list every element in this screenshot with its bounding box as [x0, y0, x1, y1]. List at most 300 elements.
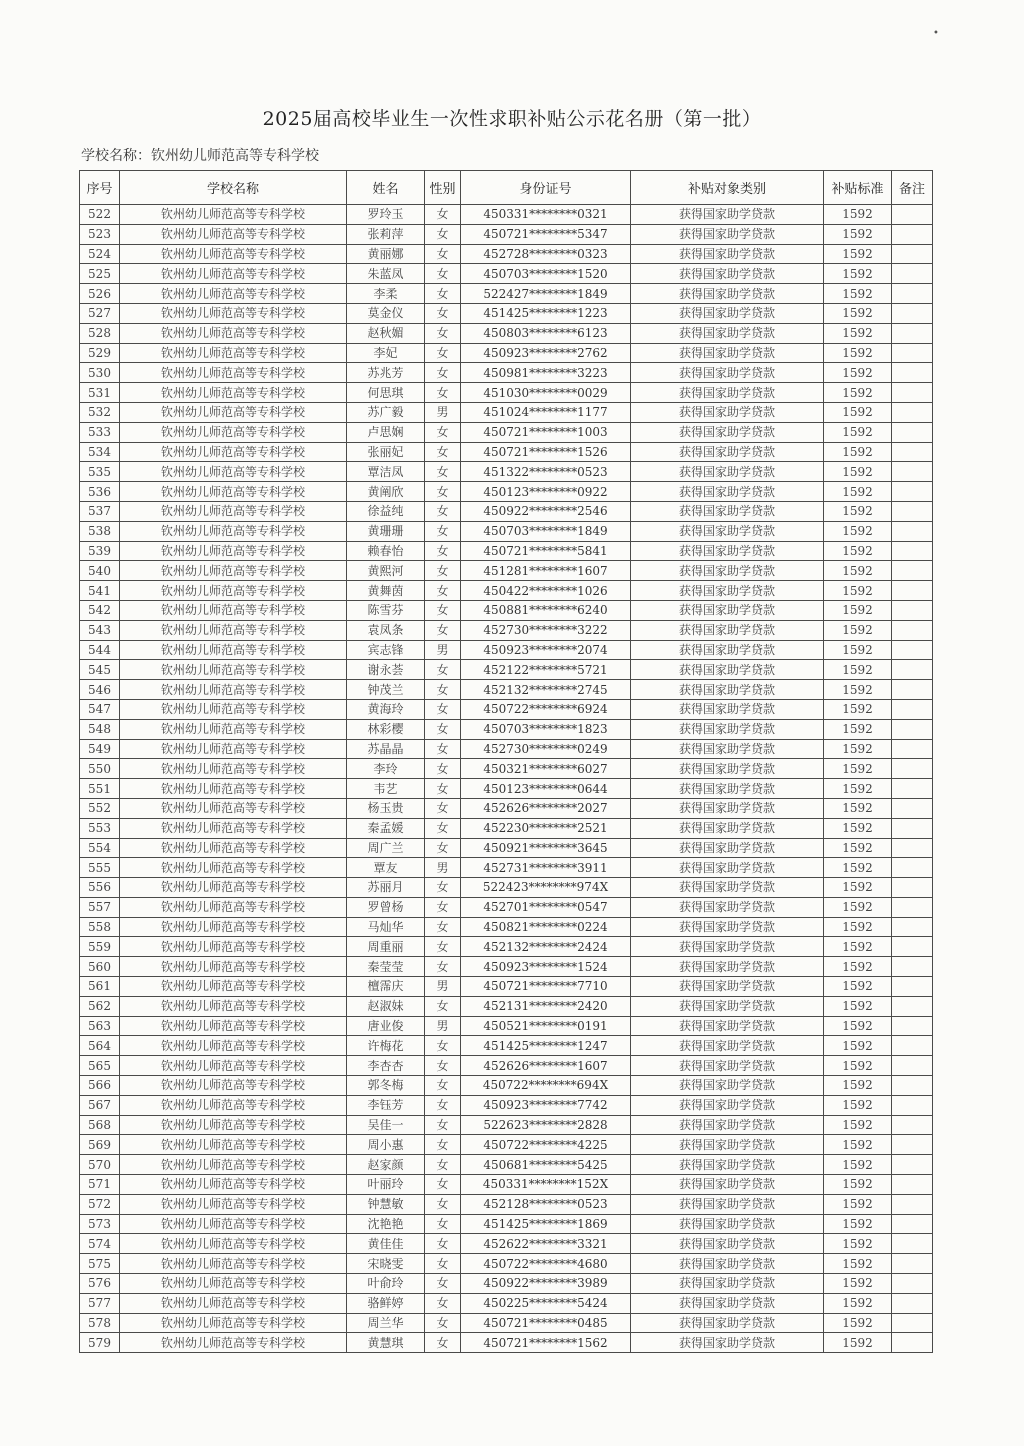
cell-id-number: 452122********5721 [461, 660, 631, 680]
cell-school: 钦州幼儿师范高等专科学校 [120, 937, 347, 957]
cell-remarks [892, 284, 933, 304]
cell-name: 檀霈庆 [347, 977, 425, 997]
cell-subsidy-standard: 1592 [824, 779, 892, 799]
cell-serial: 535 [80, 462, 120, 482]
cell-remarks [892, 1115, 933, 1135]
cell-serial: 549 [80, 739, 120, 759]
cell-remarks [892, 660, 933, 680]
cell-name: 杨玉贵 [347, 798, 425, 818]
cell-gender: 女 [425, 1274, 461, 1294]
cell-name: 苏丽月 [347, 878, 425, 898]
cell-serial: 556 [80, 878, 120, 898]
table-row [80, 581, 933, 601]
cell-subsidy-standard: 1592 [824, 1076, 892, 1096]
cell-remarks [892, 699, 933, 719]
cell-name: 郭冬梅 [347, 1076, 425, 1096]
cell-subsidy-category: 获得国家助学贷款 [631, 284, 824, 304]
table-row [80, 482, 933, 502]
cell-subsidy-standard: 1592 [824, 224, 892, 244]
cell-school: 钦州幼儿师范高等专科学校 [120, 1254, 347, 1274]
cell-id-number: 450722********6924 [461, 699, 631, 719]
cell-name: 黄舞茵 [347, 581, 425, 601]
cell-school: 钦州幼儿师范高等专科学校 [120, 878, 347, 898]
cell-subsidy-standard: 1592 [824, 1194, 892, 1214]
cell-serial: 574 [80, 1234, 120, 1254]
cell-serial: 578 [80, 1313, 120, 1333]
cell-remarks [892, 205, 933, 225]
cell-name: 周小惠 [347, 1135, 425, 1155]
cell-id-number: 451425********1869 [461, 1214, 631, 1234]
cell-gender: 女 [425, 1076, 461, 1096]
cell-subsidy-category: 获得国家助学贷款 [631, 1076, 824, 1096]
cell-gender: 女 [425, 1234, 461, 1254]
cell-serial: 531 [80, 383, 120, 403]
cell-serial: 545 [80, 660, 120, 680]
cell-subsidy-category: 获得国家助学贷款 [631, 1234, 824, 1254]
cell-gender: 男 [425, 640, 461, 660]
cell-id-number: 450923********2762 [461, 343, 631, 363]
cell-name: 赵秋媚 [347, 323, 425, 343]
cell-serial: 561 [80, 977, 120, 997]
cell-subsidy-standard: 1592 [824, 402, 892, 422]
table-row [80, 205, 933, 225]
cell-name: 袁凤条 [347, 620, 425, 640]
scan-speck: • [933, 28, 939, 39]
cell-subsidy-category: 获得国家助学贷款 [631, 1115, 824, 1135]
header-name: 姓名 [347, 171, 425, 205]
cell-subsidy-category: 获得国家助学贷款 [631, 205, 824, 225]
cell-name: 李柔 [347, 284, 425, 304]
cell-remarks [892, 878, 933, 898]
cell-id-number: 450922********2546 [461, 501, 631, 521]
cell-serial: 536 [80, 482, 120, 502]
cell-school: 钦州幼儿师范高等专科学校 [120, 1313, 347, 1333]
cell-name: 钟慧敏 [347, 1194, 425, 1214]
cell-serial: 541 [80, 581, 120, 601]
document-title: 2025届高校毕业生一次性求职补贴公示花名册（第一批） [262, 108, 762, 130]
table-row [80, 561, 933, 581]
cell-subsidy-standard: 1592 [824, 1214, 892, 1234]
cell-remarks [892, 1135, 933, 1155]
cell-name: 黄慧琪 [347, 1333, 425, 1353]
cell-name: 罗曾杨 [347, 897, 425, 917]
cell-name: 唐业俊 [347, 1016, 425, 1036]
cell-subsidy-standard: 1592 [824, 699, 892, 719]
table-row [80, 699, 933, 719]
cell-subsidy-standard: 1592 [824, 680, 892, 700]
header-subsidy-standard: 补贴标准 [824, 171, 892, 205]
cell-subsidy-standard: 1592 [824, 1135, 892, 1155]
cell-id-number: 450703********1520 [461, 264, 631, 284]
cell-gender: 女 [425, 838, 461, 858]
cell-school: 钦州幼儿师范高等专科学校 [120, 581, 347, 601]
cell-name: 张莉萍 [347, 224, 425, 244]
cell-subsidy-category: 获得国家助学贷款 [631, 1194, 824, 1214]
table-row [80, 501, 933, 521]
cell-name: 黄佳佳 [347, 1234, 425, 1254]
cell-subsidy-category: 获得国家助学贷款 [631, 1313, 824, 1333]
cell-remarks [892, 1313, 933, 1333]
cell-id-number: 450225********5424 [461, 1293, 631, 1313]
cell-subsidy-category: 获得国家助学贷款 [631, 957, 824, 977]
cell-remarks [892, 917, 933, 937]
cell-subsidy-category: 获得国家助学贷款 [631, 897, 824, 917]
cell-gender: 女 [425, 383, 461, 403]
cell-id-number: 452730********0249 [461, 739, 631, 759]
cell-remarks [892, 501, 933, 521]
table-row [80, 541, 933, 561]
cell-school: 钦州幼儿师范高等专科学校 [120, 680, 347, 700]
cell-name: 叶俞玲 [347, 1274, 425, 1294]
cell-subsidy-category: 获得国家助学贷款 [631, 1254, 824, 1274]
table-row [80, 660, 933, 680]
table-row [80, 402, 933, 422]
cell-serial: 548 [80, 719, 120, 739]
table-row [80, 264, 933, 284]
cell-school: 钦州幼儿师范高等专科学校 [120, 561, 347, 581]
cell-gender: 女 [425, 462, 461, 482]
cell-school: 钦州幼儿师范高等专科学校 [120, 739, 347, 759]
cell-remarks [892, 858, 933, 878]
cell-name: 莫金仪 [347, 303, 425, 323]
cell-name: 覃友 [347, 858, 425, 878]
table-row [80, 1234, 933, 1254]
header-remarks: 备注 [892, 171, 933, 205]
cell-school: 钦州幼儿师范高等专科学校 [120, 462, 347, 482]
cell-gender: 女 [425, 303, 461, 323]
cell-school: 钦州幼儿师范高等专科学校 [120, 1095, 347, 1115]
cell-subsidy-standard: 1592 [824, 977, 892, 997]
cell-name: 卢思娴 [347, 422, 425, 442]
cell-gender: 女 [425, 581, 461, 601]
cell-name: 覃洁凤 [347, 462, 425, 482]
cell-remarks [892, 996, 933, 1016]
cell-school: 钦州幼儿师范高等专科学校 [120, 1214, 347, 1234]
cell-school: 钦州幼儿师范高等专科学校 [120, 1234, 347, 1254]
cell-name: 李杏杏 [347, 1056, 425, 1076]
cell-serial: 554 [80, 838, 120, 858]
cell-id-number: 450722********694X [461, 1076, 631, 1096]
cell-school: 钦州幼儿师范高等专科学校 [120, 1155, 347, 1175]
table-row [80, 719, 933, 739]
cell-subsidy-category: 获得国家助学贷款 [631, 1135, 824, 1155]
cell-subsidy-category: 获得国家助学贷款 [631, 917, 824, 937]
cell-subsidy-standard: 1592 [824, 205, 892, 225]
cell-id-number: 450331********0321 [461, 205, 631, 225]
cell-serial: 547 [80, 699, 120, 719]
table-row [80, 680, 933, 700]
cell-subsidy-standard: 1592 [824, 996, 892, 1016]
cell-school: 钦州幼儿师范高等专科学校 [120, 600, 347, 620]
cell-gender: 男 [425, 858, 461, 878]
cell-subsidy-category: 获得国家助学贷款 [631, 1155, 824, 1175]
cell-school: 钦州幼儿师范高等专科学校 [120, 838, 347, 858]
cell-subsidy-standard: 1592 [824, 897, 892, 917]
cell-school: 钦州幼儿师范高等专科学校 [120, 719, 347, 739]
table-row [80, 739, 933, 759]
cell-id-number: 452622********3321 [461, 1234, 631, 1254]
cell-remarks [892, 561, 933, 581]
cell-subsidy-category: 获得国家助学贷款 [631, 838, 824, 858]
cell-subsidy-standard: 1592 [824, 561, 892, 581]
cell-id-number: 450703********1849 [461, 521, 631, 541]
cell-remarks [892, 1194, 933, 1214]
cell-remarks [892, 1234, 933, 1254]
cell-id-number: 522423********974X [461, 878, 631, 898]
cell-school: 钦州幼儿师范高等专科学校 [120, 1135, 347, 1155]
table-row [80, 284, 933, 304]
table-row [80, 1313, 933, 1333]
cell-subsidy-standard: 1592 [824, 1016, 892, 1036]
cell-name: 苏广毅 [347, 402, 425, 422]
cell-gender: 女 [425, 205, 461, 225]
cell-subsidy-category: 获得国家助学贷款 [631, 1175, 824, 1195]
cell-gender: 女 [425, 1313, 461, 1333]
cell-name: 赵家颜 [347, 1155, 425, 1175]
cell-subsidy-category: 获得国家助学贷款 [631, 937, 824, 957]
cell-name: 赖春怡 [347, 541, 425, 561]
cell-subsidy-standard: 1592 [824, 719, 892, 739]
cell-id-number: 452730********3222 [461, 620, 631, 640]
cell-subsidy-category: 获得国家助学贷款 [631, 996, 824, 1016]
cell-school: 钦州幼儿师范高等专科学校 [120, 482, 347, 502]
cell-subsidy-category: 获得国家助学贷款 [631, 1095, 824, 1115]
cell-subsidy-standard: 1592 [824, 1115, 892, 1135]
cell-id-number: 452626********2027 [461, 798, 631, 818]
cell-subsidy-category: 获得国家助学贷款 [631, 363, 824, 383]
cell-subsidy-standard: 1592 [824, 442, 892, 462]
cell-gender: 女 [425, 759, 461, 779]
table-row [80, 383, 933, 403]
cell-name: 朱蓝凤 [347, 264, 425, 284]
cell-serial: 525 [80, 264, 120, 284]
cell-id-number: 450722********4680 [461, 1254, 631, 1274]
cell-serial: 572 [80, 1194, 120, 1214]
cell-subsidy-category: 获得国家助学贷款 [631, 264, 824, 284]
cell-subsidy-standard: 1592 [824, 660, 892, 680]
cell-school: 钦州幼儿师范高等专科学校 [120, 1333, 347, 1353]
cell-remarks [892, 363, 933, 383]
cell-subsidy-category: 获得国家助学贷款 [631, 878, 824, 898]
cell-subsidy-category: 获得国家助学贷款 [631, 482, 824, 502]
table-row [80, 1254, 933, 1274]
cell-gender: 男 [425, 977, 461, 997]
cell-subsidy-standard: 1592 [824, 482, 892, 502]
cell-serial: 546 [80, 680, 120, 700]
cell-serial: 529 [80, 343, 120, 363]
cell-id-number: 451322********0523 [461, 462, 631, 482]
cell-gender: 女 [425, 739, 461, 759]
cell-school: 钦州幼儿师范高等专科学校 [120, 897, 347, 917]
cell-subsidy-standard: 1592 [824, 937, 892, 957]
cell-id-number: 450123********0922 [461, 482, 631, 502]
cell-school: 钦州幼儿师范高等专科学校 [120, 264, 347, 284]
cell-id-number: 450881********6240 [461, 600, 631, 620]
cell-id-number: 451425********1247 [461, 1036, 631, 1056]
cell-subsidy-category: 获得国家助学贷款 [631, 224, 824, 244]
cell-id-number: 450922********3989 [461, 1274, 631, 1294]
cell-name: 黄海玲 [347, 699, 425, 719]
cell-gender: 女 [425, 1333, 461, 1353]
table-row [80, 1175, 933, 1195]
table-row [80, 363, 933, 383]
cell-id-number: 452131********2420 [461, 996, 631, 1016]
cell-serial: 532 [80, 402, 120, 422]
cell-id-number: 450321********6027 [461, 759, 631, 779]
cell-remarks [892, 600, 933, 620]
cell-remarks [892, 1293, 933, 1313]
cell-gender: 女 [425, 937, 461, 957]
cell-gender: 女 [425, 501, 461, 521]
cell-remarks [892, 719, 933, 739]
table-row [80, 640, 933, 660]
cell-subsidy-category: 获得国家助学贷款 [631, 739, 824, 759]
cell-name: 苏晶晶 [347, 739, 425, 759]
cell-subsidy-standard: 1592 [824, 878, 892, 898]
cell-subsidy-category: 获得国家助学贷款 [631, 1214, 824, 1234]
cell-subsidy-category: 获得国家助学贷款 [631, 977, 824, 997]
cell-school: 钦州幼儿师范高等专科学校 [120, 1293, 347, 1313]
cell-remarks [892, 779, 933, 799]
cell-serial: 550 [80, 759, 120, 779]
cell-remarks [892, 620, 933, 640]
cell-serial: 522 [80, 205, 120, 225]
cell-school: 钦州幼儿师范高等专科学校 [120, 363, 347, 383]
cell-subsidy-category: 获得国家助学贷款 [631, 244, 824, 264]
cell-remarks [892, 323, 933, 343]
cell-serial: 573 [80, 1214, 120, 1234]
cell-serial: 564 [80, 1036, 120, 1056]
cell-id-number: 450721********5347 [461, 224, 631, 244]
cell-id-number: 452728********0323 [461, 244, 631, 264]
table-row [80, 1056, 933, 1076]
cell-subsidy-standard: 1592 [824, 323, 892, 343]
cell-serial: 565 [80, 1056, 120, 1076]
cell-gender: 男 [425, 1016, 461, 1036]
cell-remarks [892, 739, 933, 759]
cell-subsidy-standard: 1592 [824, 343, 892, 363]
cell-school: 钦州幼儿师范高等专科学校 [120, 1194, 347, 1214]
cell-remarks [892, 303, 933, 323]
cell-gender: 女 [425, 541, 461, 561]
cell-school: 钦州幼儿师范高等专科学校 [120, 1175, 347, 1195]
cell-serial: 534 [80, 442, 120, 462]
cell-remarks [892, 402, 933, 422]
cell-school: 钦州幼儿师范高等专科学校 [120, 343, 347, 363]
cell-gender: 女 [425, 482, 461, 502]
cell-name: 周重丽 [347, 937, 425, 957]
cell-subsidy-standard: 1592 [824, 521, 892, 541]
cell-school: 钦州幼儿师范高等专科学校 [120, 917, 347, 937]
cell-school: 钦州幼儿师范高等专科学校 [120, 383, 347, 403]
cell-name: 黄阐欣 [347, 482, 425, 502]
cell-remarks [892, 937, 933, 957]
cell-remarks [892, 462, 933, 482]
cell-gender: 女 [425, 422, 461, 442]
cell-remarks [892, 1274, 933, 1294]
cell-remarks [892, 640, 933, 660]
cell-gender: 女 [425, 719, 461, 739]
cell-subsidy-standard: 1592 [824, 838, 892, 858]
cell-school: 钦州幼儿师范高等专科学校 [120, 996, 347, 1016]
cell-subsidy-category: 获得国家助学贷款 [631, 660, 824, 680]
cell-name: 马灿华 [347, 917, 425, 937]
table-header [80, 171, 933, 205]
cell-subsidy-standard: 1592 [824, 640, 892, 660]
cell-subsidy-standard: 1592 [824, 1175, 892, 1195]
cell-subsidy-standard: 1592 [824, 383, 892, 403]
cell-name: 谢永荟 [347, 660, 425, 680]
cell-serial: 539 [80, 541, 120, 561]
cell-school: 钦州幼儿师范高等专科学校 [120, 205, 347, 225]
cell-serial: 540 [80, 561, 120, 581]
cell-gender: 女 [425, 1036, 461, 1056]
cell-id-number: 452230********2521 [461, 818, 631, 838]
cell-remarks [892, 1254, 933, 1274]
header-subsidy-category: 补贴对象类别 [631, 171, 824, 205]
cell-name: 周兰华 [347, 1313, 425, 1333]
header-gender: 性别 [425, 171, 461, 205]
cell-gender: 女 [425, 323, 461, 343]
cell-gender: 女 [425, 957, 461, 977]
table-row [80, 1155, 933, 1175]
cell-subsidy-category: 获得国家助学贷款 [631, 1333, 824, 1353]
cell-school: 钦州幼儿师范高等专科学校 [120, 977, 347, 997]
table-row [80, 858, 933, 878]
cell-serial: 567 [80, 1095, 120, 1115]
cell-name: 秦莹莹 [347, 957, 425, 977]
cell-subsidy-category: 获得国家助学贷款 [631, 1274, 824, 1294]
table-row [80, 937, 933, 957]
cell-serial: 563 [80, 1016, 120, 1036]
cell-gender: 女 [425, 897, 461, 917]
cell-remarks [892, 1056, 933, 1076]
cell-id-number: 450331********152X [461, 1175, 631, 1195]
cell-school: 钦州幼儿师范高等专科学校 [120, 1016, 347, 1036]
table-row [80, 977, 933, 997]
cell-remarks [892, 1016, 933, 1036]
cell-remarks [892, 383, 933, 403]
cell-id-number: 450923********2074 [461, 640, 631, 660]
cell-school: 钦州幼儿师范高等专科学校 [120, 798, 347, 818]
cell-remarks [892, 838, 933, 858]
cell-school: 钦州幼儿师范高等专科学校 [120, 422, 347, 442]
cell-school: 钦州幼儿师范高等专科学校 [120, 1036, 347, 1056]
cell-subsidy-category: 获得国家助学贷款 [631, 1016, 824, 1036]
cell-remarks [892, 521, 933, 541]
table-row [80, 303, 933, 323]
cell-subsidy-standard: 1592 [824, 1333, 892, 1353]
cell-subsidy-category: 获得国家助学贷款 [631, 541, 824, 561]
cell-id-number: 450923********1524 [461, 957, 631, 977]
cell-remarks [892, 244, 933, 264]
cell-id-number: 452701********0547 [461, 897, 631, 917]
cell-subsidy-standard: 1592 [824, 541, 892, 561]
cell-gender: 女 [425, 363, 461, 383]
cell-gender: 男 [425, 402, 461, 422]
cell-id-number: 450681********5425 [461, 1155, 631, 1175]
cell-name: 李妃 [347, 343, 425, 363]
cell-name: 赵淑妹 [347, 996, 425, 1016]
cell-serial: 524 [80, 244, 120, 264]
cell-gender: 女 [425, 244, 461, 264]
cell-id-number: 450521********0191 [461, 1016, 631, 1036]
cell-name: 沈艳艳 [347, 1214, 425, 1234]
cell-subsidy-category: 获得国家助学贷款 [631, 818, 824, 838]
table-row [80, 1016, 933, 1036]
cell-id-number: 451024********1177 [461, 402, 631, 422]
cell-name: 何思琪 [347, 383, 425, 403]
